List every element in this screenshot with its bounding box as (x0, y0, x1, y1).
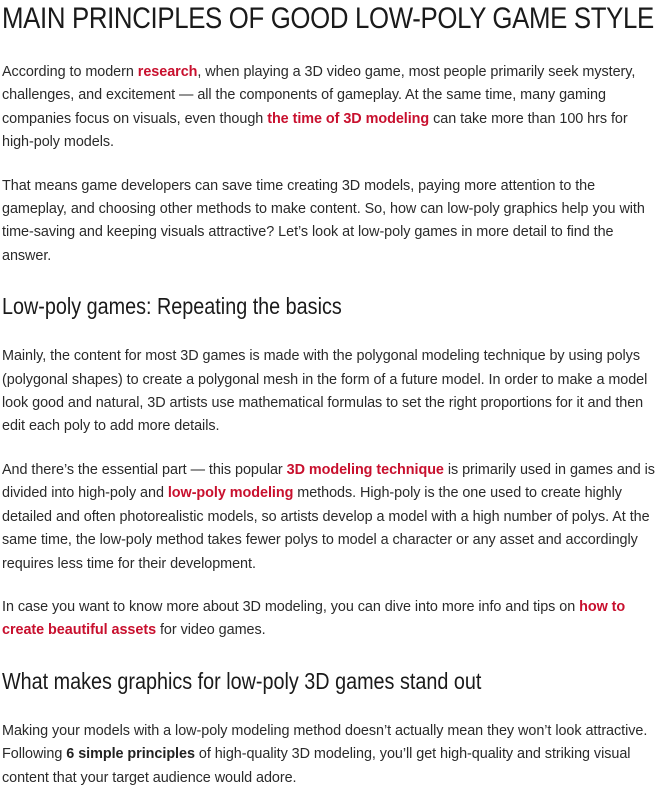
research-link[interactable]: research (137, 64, 198, 80)
3d-modeling-technique-link[interactable]: 3D modeling technique (286, 461, 444, 478)
high-low-poly-paragraph (2, 459, 662, 576)
text-span: methods. High-poly is the one used to create highly detailed and often photorealistic models, so artists develop a model with a high number of polys. At the same time, the low-poly method takes fewer polys to model a character or any asset and accordingly requires less time for their development. (2, 485, 650, 572)
principles-count-bold: 6 simple principles (66, 746, 195, 763)
polygonal-modeling-paragraph: Mainly, the content for most 3D games is made with the polygonal modeling technique by using polys (polygonal shapes) to create a polygonal mesh in the form of a future model. In order to make a model look good and natural, 3D artists use mathematical formulas to set the right proportions for it and then edit each poly to add more details. (2, 348, 648, 435)
text-span: Making your models with a low-poly modeling method doesn’t actually mean they won’t look attractive. Following (2, 722, 648, 763)
text-span: And there’s the essential part — this popular (2, 461, 287, 478)
time-of-3d-modeling-link[interactable]: the time of 3D modeling (267, 110, 430, 127)
text-span: is primarily used in games and is divided into high-poly and (2, 461, 655, 502)
text-span: of high-quality 3D modeling, you’ll get high-quality and striking visual content that your target audience would adore. (2, 746, 631, 786)
text-span: In case you want to know more about 3D modeling, you can dive into more info and tips on (2, 598, 580, 615)
text-span: According to modern (2, 64, 138, 80)
low-poly-modeling-link[interactable]: low-poly modeling (167, 485, 294, 502)
text-span: , when playing a 3D video game, most people primarily seek mystery, challenges, and excitement — all the components of gameplay. At the same time, many gaming companies focus on visuals, even though (2, 64, 636, 127)
section-heading-basics: Low-poly games: Repeating the basics (2, 293, 342, 320)
create-beautiful-assets-link[interactable]: how to create beautiful assets (2, 598, 626, 639)
page-title: MAIN PRINCIPLES OF GOOD LOW-POLY GAME STYLE (2, 2, 654, 35)
text-span: can take more than 100 hrs for high-poly models. (2, 110, 628, 151)
more-info-paragraph (2, 596, 662, 643)
time-saving-paragraph: That means game developers can save time creating 3D models, paying more attention to the gameplay, and choosing other methods to make content. So, how can low-poly graphics help you with time-saving and keeping visuals attractive? Let’s look at low-poly games in more detail to find the answer. (2, 177, 645, 264)
section-heading-standout: What makes graphics for low-poly 3D games stand out (2, 667, 482, 694)
intro-paragraph (2, 61, 662, 155)
principles-paragraph (2, 720, 662, 790)
text-span: for video games. (156, 622, 266, 639)
